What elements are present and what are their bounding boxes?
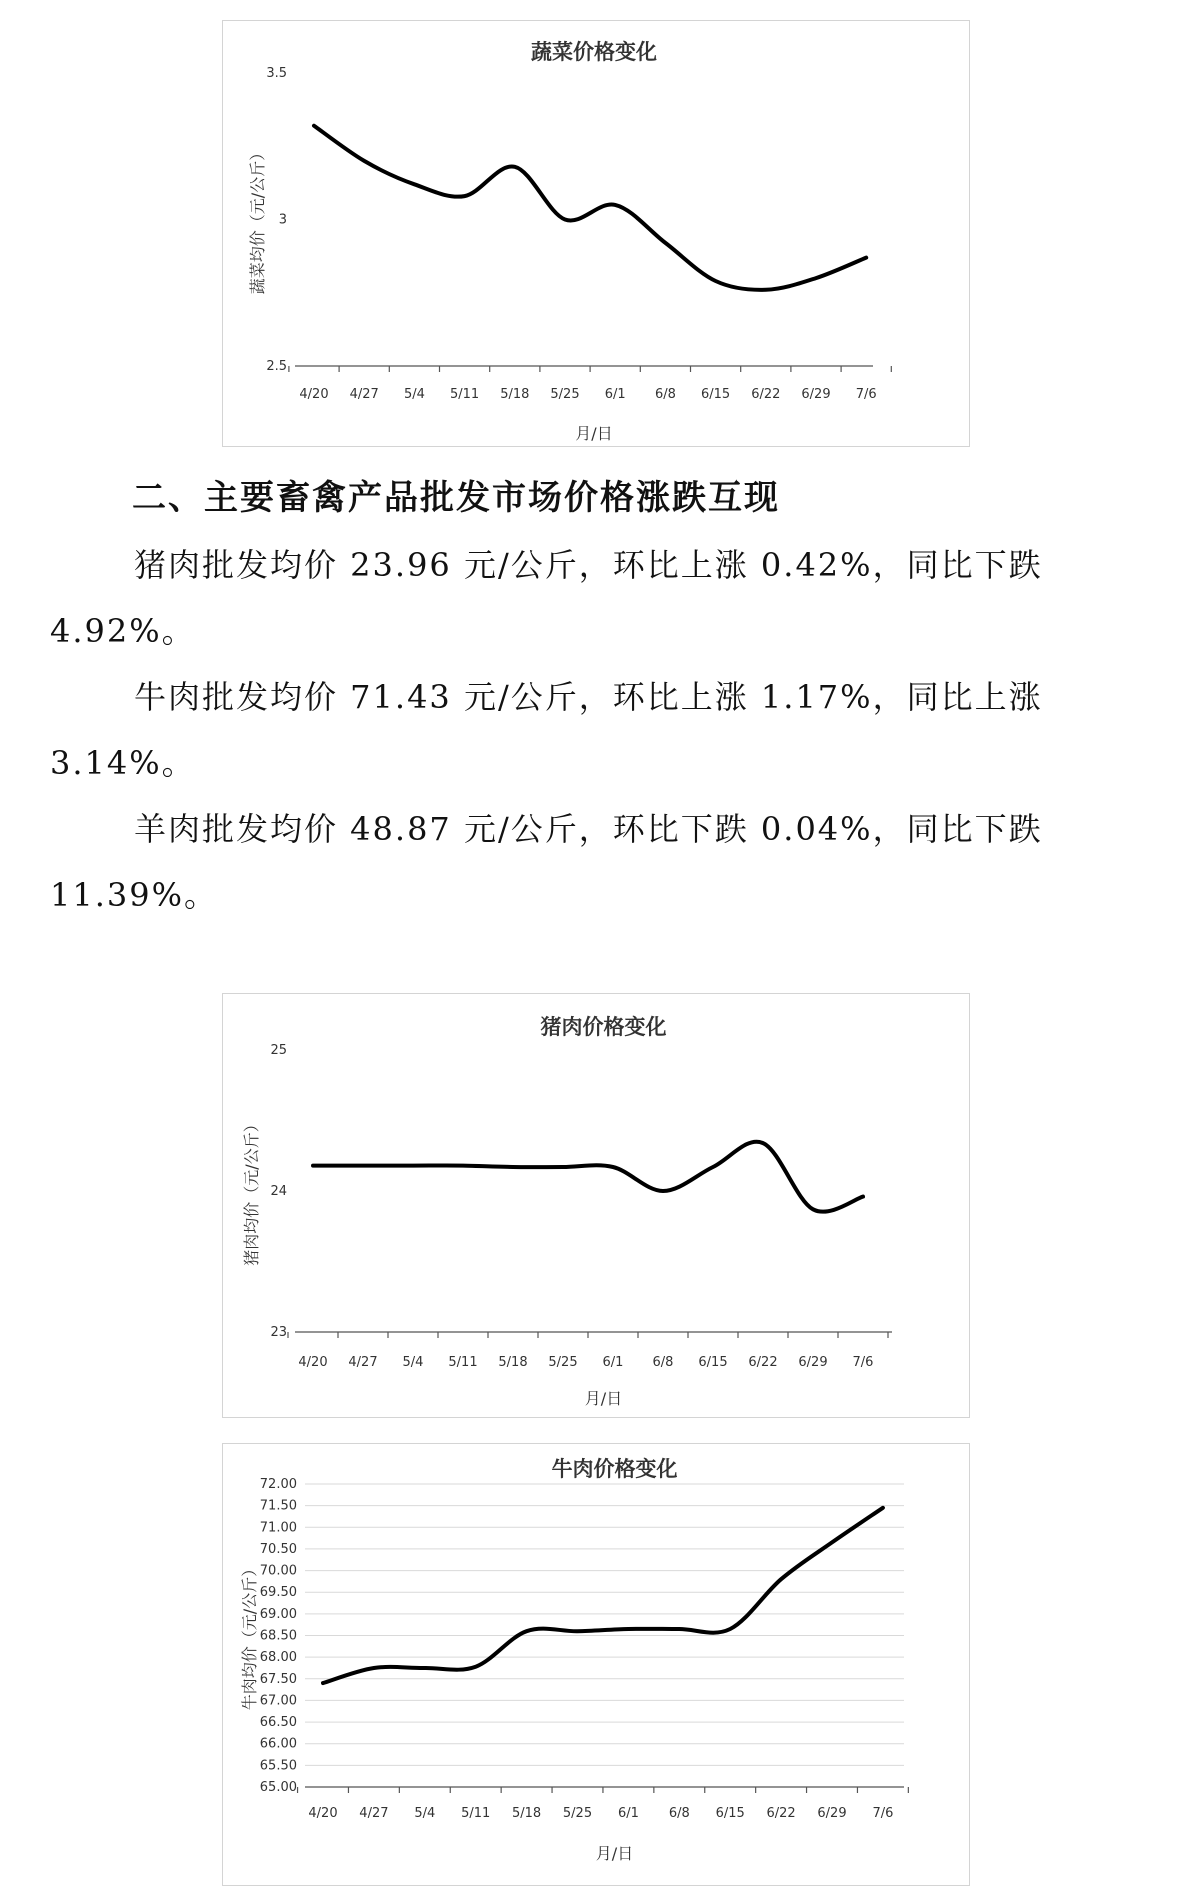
x-tick-label: 5/25 — [562, 1806, 593, 1821]
pork-price-chart-svg — [223, 994, 969, 1417]
y-tick-label: 70.00 — [259, 1563, 297, 1579]
chart-title: 蔬菜价格变化 — [531, 40, 657, 64]
x-tick-label: 6/22 — [751, 387, 781, 402]
x-tick-label: 4/20 — [308, 1806, 338, 1821]
x-tick-label: 6/1 — [604, 387, 626, 402]
x-axis-label: 月/日 — [595, 1844, 634, 1863]
x-tick-label: 6/1 — [602, 1355, 624, 1370]
y-tick-label: 71.50 — [259, 1498, 297, 1514]
y-axis-label: 猪肉均价（元/公斤） — [242, 1116, 261, 1266]
y-tick-label: 69.00 — [259, 1606, 297, 1622]
x-tick-label: 6/8 — [654, 387, 676, 402]
pork-price-chart — [222, 993, 970, 1418]
x-tick-label: 7/6 — [872, 1806, 894, 1821]
x-tick-label: 6/29 — [798, 1355, 828, 1370]
beef-price-chart — [222, 1443, 970, 1886]
vegetable-price-chart — [222, 20, 970, 447]
x-axis-label: 月/日 — [584, 1389, 623, 1408]
x-tick-label: 5/11 — [448, 1355, 478, 1370]
x-tick-label: 4/27 — [349, 387, 379, 402]
x-tick-label: 4/20 — [299, 387, 329, 402]
y-axis-label: 牛肉均价（元/公斤） — [240, 1560, 259, 1711]
x-tick-label: 5/4 — [414, 1806, 436, 1821]
y-tick-label: 68.00 — [259, 1650, 297, 1666]
y-tick-label: 25 — [270, 1043, 287, 1058]
y-tick-label: 72.00 — [259, 1477, 297, 1492]
x-tick-label: 6/1 — [617, 1806, 639, 1821]
y-tick-label: 66.50 — [259, 1715, 297, 1731]
y-tick-label: 70.50 — [259, 1541, 297, 1557]
vegetable-price-chart-svg — [223, 21, 969, 446]
x-tick-label: 6/15 — [700, 387, 731, 402]
y-tick-label: 68.50 — [259, 1628, 297, 1644]
y-tick-label: 24 — [270, 1184, 287, 1199]
x-tick-label: 6/15 — [715, 1806, 745, 1821]
beef-price-chart-svg — [223, 1444, 969, 1885]
x-tick-label: 6/15 — [698, 1355, 728, 1370]
chart-title: 牛肉价格变化 — [551, 1457, 678, 1481]
x-tick-label: 7/6 — [852, 1355, 874, 1370]
beef-paragraph: 牛肉批发均价 71.43 元/公斤，环比上涨 1.17%，同比上涨 3.14%。 — [50, 678, 1043, 782]
y-tick-label: 67.00 — [259, 1693, 297, 1709]
y-tick-label: 69.50 — [259, 1585, 297, 1601]
x-tick-label: 4/27 — [348, 1355, 378, 1370]
x-tick-label: 6/29 — [801, 387, 831, 402]
chart-title: 猪肉价格变化 — [540, 1015, 667, 1039]
y-axis-label: 蔬菜均价（元/公斤） — [248, 144, 267, 295]
x-tick-label: 5/11 — [461, 1806, 491, 1821]
x-tick-label: 6/8 — [668, 1806, 690, 1821]
y-tick-label: 3.5 — [266, 66, 287, 81]
x-tick-label: 4/20 — [298, 1355, 328, 1370]
x-tick-label: 6/22 — [766, 1806, 796, 1821]
x-tick-label: 4/27 — [359, 1806, 389, 1821]
x-tick-label: 5/18 — [500, 387, 530, 402]
series-line — [314, 126, 866, 290]
x-tick-label: 5/18 — [498, 1355, 528, 1370]
x-tick-label: 5/25 — [548, 1355, 578, 1370]
y-tick-label: 67.50 — [259, 1671, 297, 1687]
y-tick-label: 2.5 — [266, 359, 287, 374]
y-tick-label: 3 — [278, 212, 287, 228]
x-axis-label: 月/日 — [575, 424, 613, 443]
y-tick-label: 66.00 — [259, 1736, 297, 1752]
pork-paragraph: 猪肉批发均价 23.96 元/公斤，环比上涨 0.42%，同比下跌 4.92%。 — [50, 546, 1043, 650]
x-tick-label: 5/25 — [550, 387, 580, 402]
x-tick-label: 7/6 — [855, 387, 877, 402]
x-tick-label: 5/11 — [449, 387, 480, 402]
y-tick-label: 23 — [270, 1325, 287, 1340]
section-heading: 二、主要畜禽产品批发市场价格涨跌互现 — [132, 478, 780, 518]
x-tick-label: 5/18 — [511, 1806, 542, 1821]
y-tick-label: 65.00 — [259, 1780, 297, 1795]
series-line — [313, 1142, 863, 1212]
x-tick-label: 5/4 — [402, 1355, 424, 1370]
y-tick-label: 71.00 — [259, 1520, 297, 1536]
x-tick-label: 6/29 — [817, 1806, 847, 1821]
x-tick-label: 6/22 — [748, 1355, 778, 1370]
x-tick-label: 5/4 — [403, 387, 425, 402]
y-tick-label: 65.50 — [259, 1758, 297, 1774]
x-tick-label: 6/8 — [652, 1355, 674, 1370]
mutton-paragraph: 羊肉批发均价 48.87 元/公斤，环比下跌 0.04%，同比下跌 11.39%。 — [50, 810, 1043, 914]
